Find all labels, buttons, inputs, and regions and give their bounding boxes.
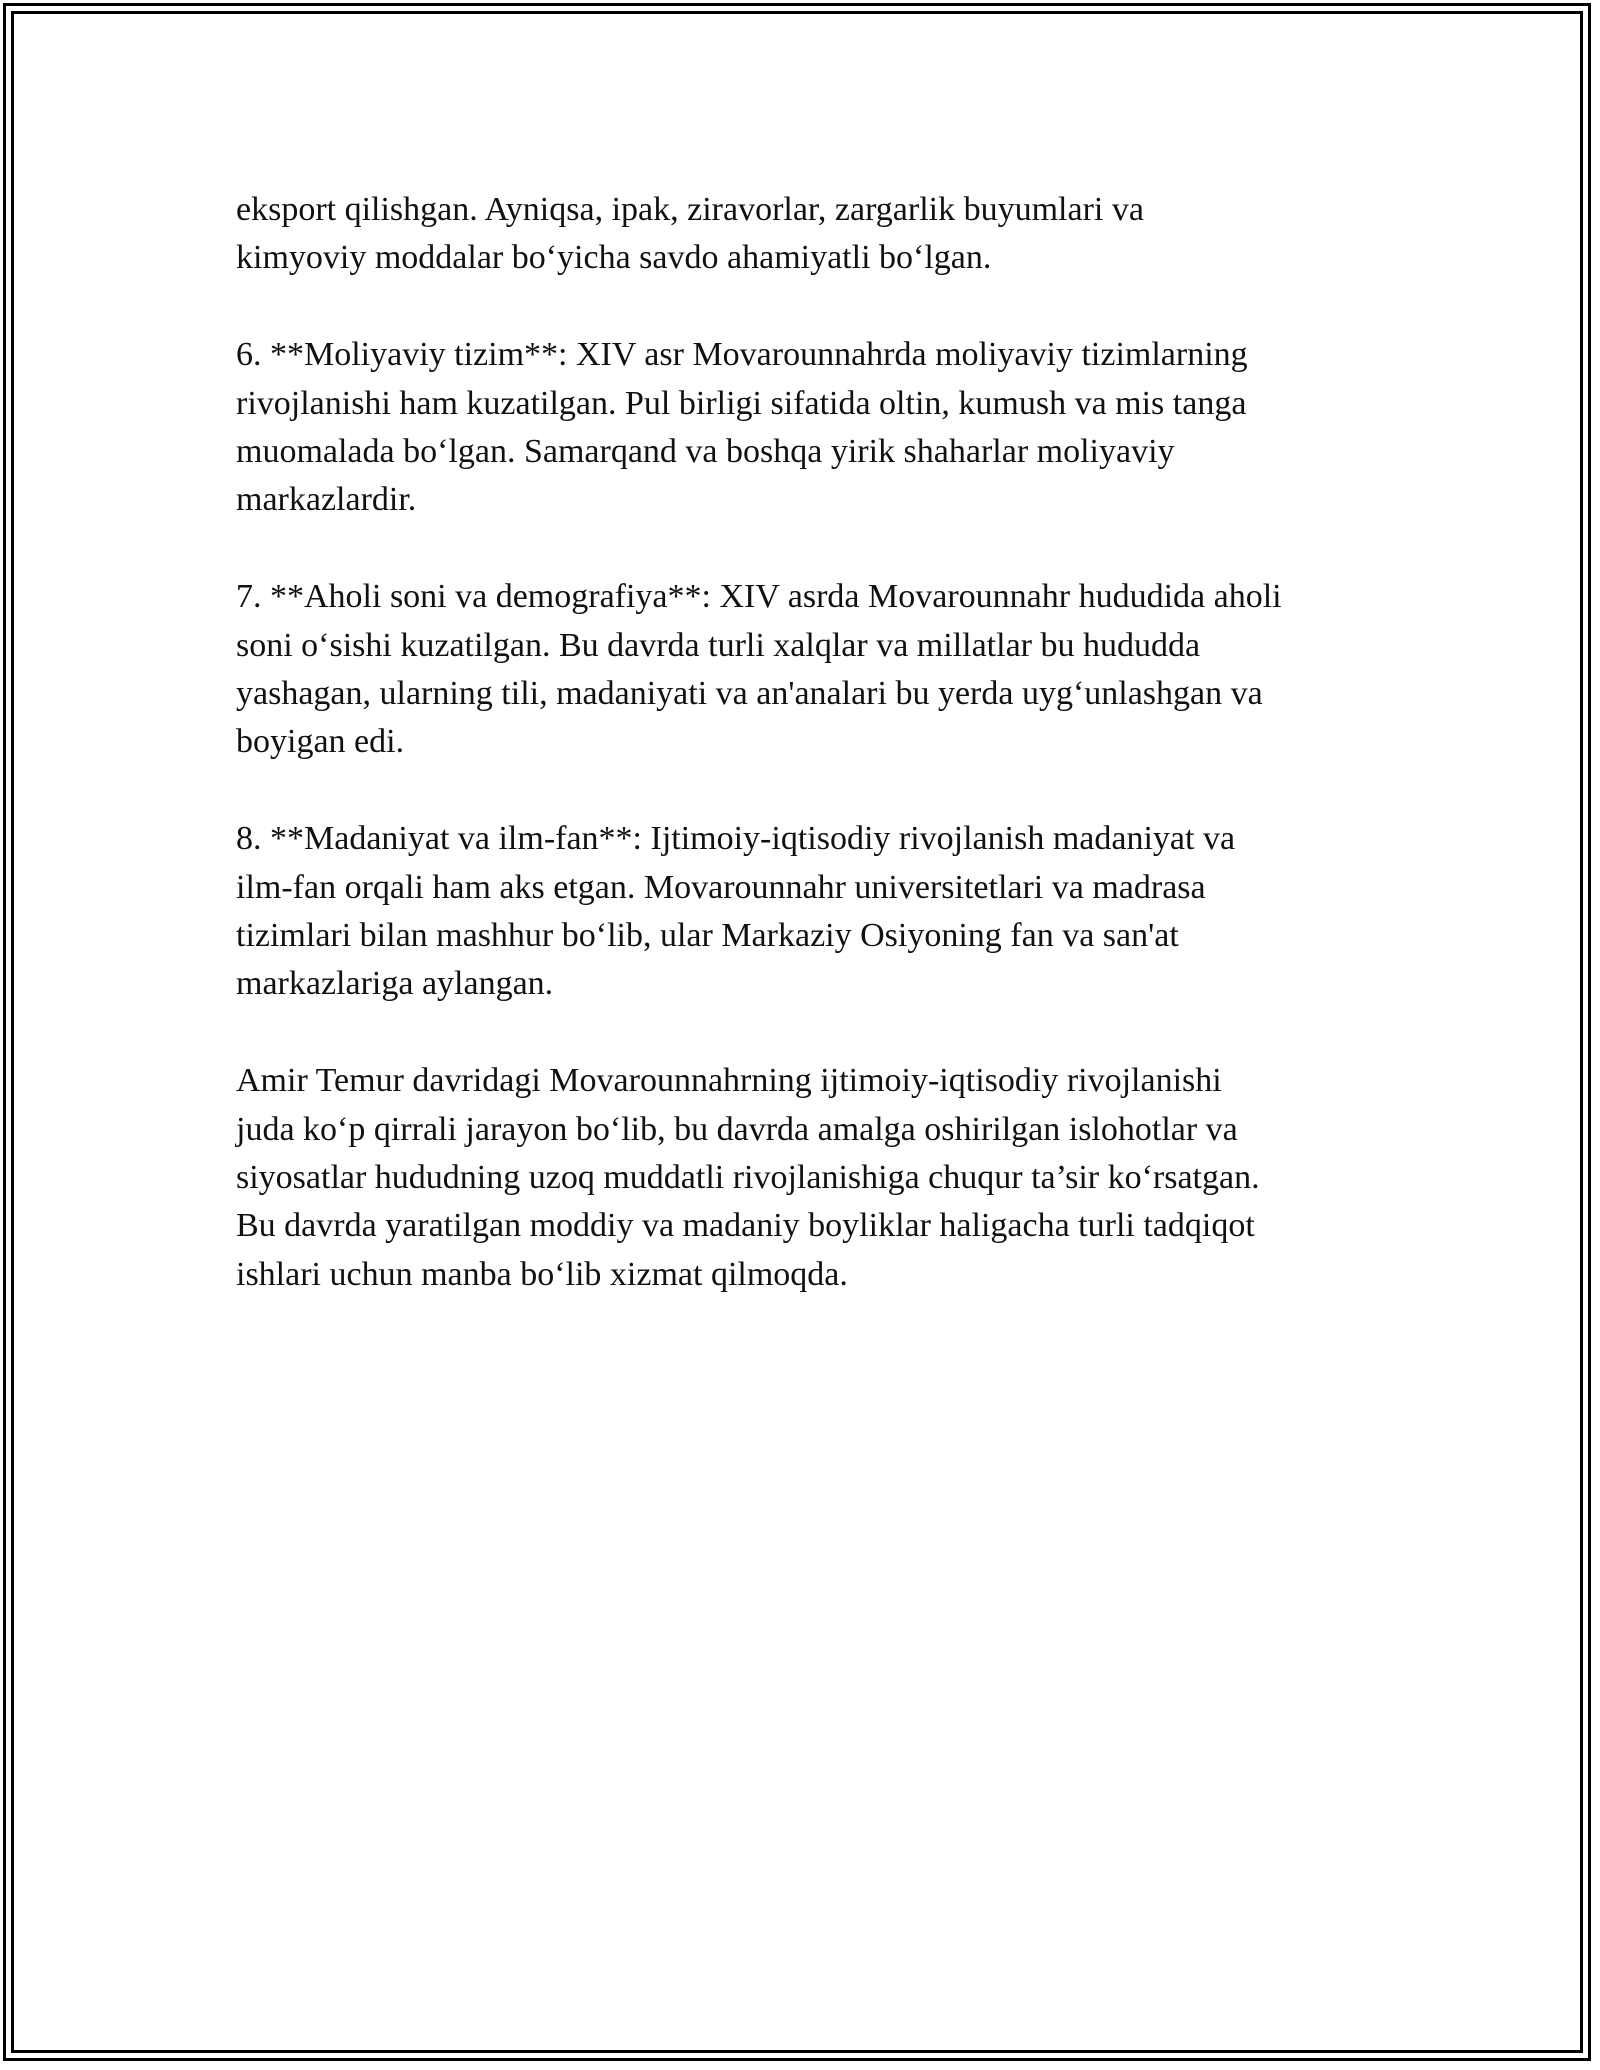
text-line: juda ko‘p qirrali jarayon bo‘lib, bu davrda amalga oshirilgan islohotlar va <box>236 1110 1238 1148</box>
document-body <box>236 186 1376 1348</box>
text-line: soni o‘sishi kuzatilgan. Bu davrda turli xalqlar va millatlar bu hududda <box>236 626 1201 664</box>
text-line: eksport qilishgan. Ayniqsa, ipak, ziravorlar, zargarlik buyumlari va <box>236 191 1144 228</box>
paragraph-trade-continuation <box>236 186 1376 283</box>
text-line: ishlari uchun manba bo‘lib xizmat qilmoqda. <box>236 1255 848 1293</box>
text-line: 7. **Aholi soni va demografiya**: XIV asrda Movarounnahr hududida aholi <box>236 578 1282 616</box>
text-line: Bu davrda yaratilgan moddiy va madaniy boyliklar haligacha turli tadqiqot <box>236 1207 1255 1245</box>
text-line: muomalada bo‘lgan. Samarqand va boshqa yirik shaharlar moliyaviy <box>236 433 1175 471</box>
paragraph-culture-science <box>236 815 1376 1009</box>
text-line: 8. **Madaniyat va ilm-fan**: Ijtimoiy-iqtisodiy rivojlanish madaniyat va <box>236 820 1236 858</box>
text-line: tizimlari bilan mashhur bo‘lib, ular Markaziy Osiyoning fan va san'at <box>236 917 1179 955</box>
text-line: rivojlanishi ham kuzatilgan. Pul birligi sifatida oltin, kumush va mis tanga <box>236 384 1247 422</box>
paragraph-financial-system <box>236 331 1376 525</box>
text-line: markazlariga aylangan. <box>236 965 554 1003</box>
text-line: yashagan, ularning tili, madaniyati va an'analari bu yerda uyg‘unlashgan va <box>236 675 1263 713</box>
text-line: kimyoviy moddalar bo‘yicha savdo ahamiyatli bo‘lgan. <box>236 239 992 277</box>
text-line: siyosatlar hududning uzoq muddatli rivojlanishiga chuqur ta’sir ko‘rsatgan. <box>236 1159 1260 1197</box>
paragraph-conclusion <box>236 1057 1376 1299</box>
text-line: markazlardir. <box>236 481 417 519</box>
text-line: Amir Temur davridagi Movarounnahrning ijtimoiy-iqtisodiy rivojlanishi <box>236 1062 1222 1100</box>
text-line: ilm-fan orqali ham aks etgan. Movarounnahr universitetlari va madrasa <box>236 868 1206 906</box>
text-line: 6. **Moliyaviy tizim**: XIV asr Movarounnahrda moliyaviy tizimlarning <box>236 336 1248 374</box>
text-line: boyigan edi. <box>236 723 405 761</box>
paragraph-population-demography <box>236 573 1376 767</box>
